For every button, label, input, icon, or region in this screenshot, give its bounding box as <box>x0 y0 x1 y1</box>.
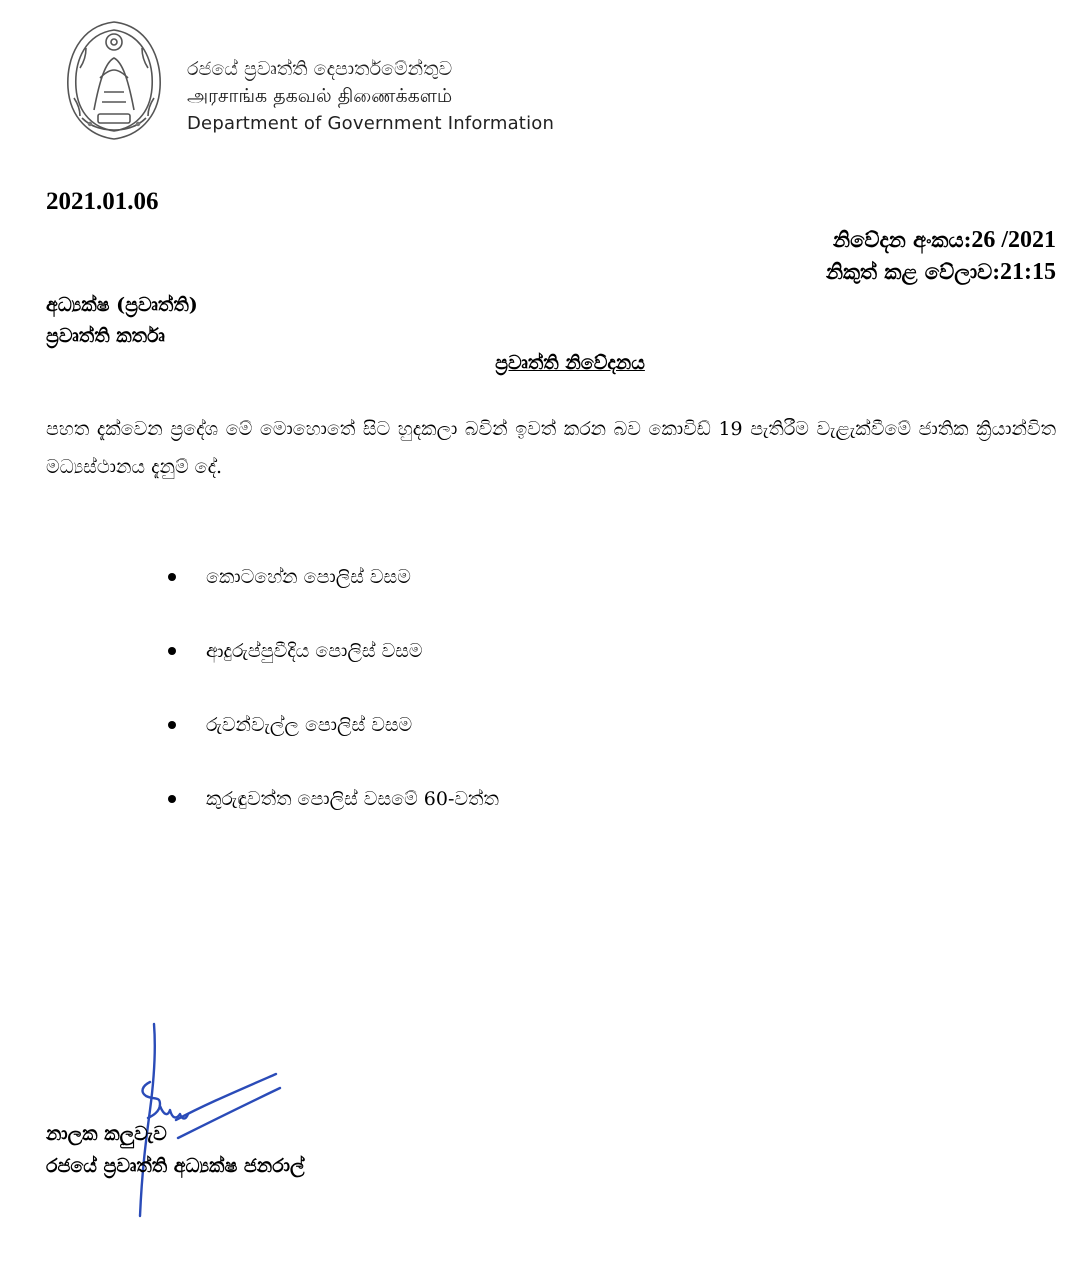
release-time-value: 21:15 <box>1000 259 1056 285</box>
list-item <box>160 705 499 779</box>
addressee <box>46 290 198 352</box>
release-time-label: නිකුත් කළ වේලාව: <box>825 259 1000 284</box>
bullet-icon <box>168 573 176 581</box>
list-item <box>160 557 499 631</box>
list-item-text: ආදුරුප්පුවීදිය පොලිස් වසම <box>206 640 423 662</box>
release-time-line <box>826 256 1056 288</box>
bullet-icon <box>168 795 176 803</box>
release-date: 2021.01.06 <box>46 188 159 215</box>
list-item <box>160 631 499 705</box>
body-paragraph: පහත දැක්වෙන ප්‍රදේශ මේ මොහොතේ සිට හුදකලා බවින් ඉවත් කරන බව කොවිඩ් 19 පැතිරීම වැළැක්වීමේ ජාතික ක්‍රියාන්විත මධ්‍යස්ථානය දැනුම් දේ. <box>46 418 1056 478</box>
release-number-line <box>826 224 1056 256</box>
heading-text: ප්‍රවෘත්ති නිවේදනය <box>495 352 645 374</box>
bullet-icon <box>168 721 176 729</box>
letterhead <box>60 18 620 148</box>
letterhead-tamil: அரசாங்க தகவல் திணைக்களம் <box>187 85 453 107</box>
letterhead-sinhala: රජයේ ප්‍රවෘත්ති දෙපාර්තමේන්තුව <box>187 58 453 80</box>
bullet-icon <box>168 647 176 655</box>
document-heading <box>0 352 1080 374</box>
list-item <box>160 779 499 853</box>
addressee-line-1: අධ්‍යක්ෂ (ප්‍රවෘත්ති) <box>46 294 198 316</box>
signer-block <box>46 1118 304 1182</box>
signer-title: රජයේ ප්‍රවෘත්ති අධ්‍යක්ෂ ජනරාල් <box>46 1155 305 1177</box>
letterhead-text <box>187 56 554 137</box>
letterhead-english: Department of Government Information <box>187 113 555 134</box>
addressee-line-2: ප්‍රවෘත්ති කර්තෘ <box>46 325 165 347</box>
release-meta <box>826 224 1056 288</box>
list-item-text: රුවන්වැල්ල පොලිස් වසම <box>206 714 413 736</box>
list-item-text: කොටහේන පොලිස් වසම <box>206 566 411 588</box>
sri-lanka-emblem-icon <box>60 18 168 143</box>
signer-name: නාලක කලුවැව <box>46 1123 167 1145</box>
list-item-text: කුරුඳුවත්ත පොලිස් වසමේ 60-වත්ත <box>206 788 499 810</box>
release-number-value: 26 /2021 <box>971 227 1056 253</box>
area-list <box>160 557 499 853</box>
release-number-label: නිවේදන අංකය: <box>833 227 972 252</box>
